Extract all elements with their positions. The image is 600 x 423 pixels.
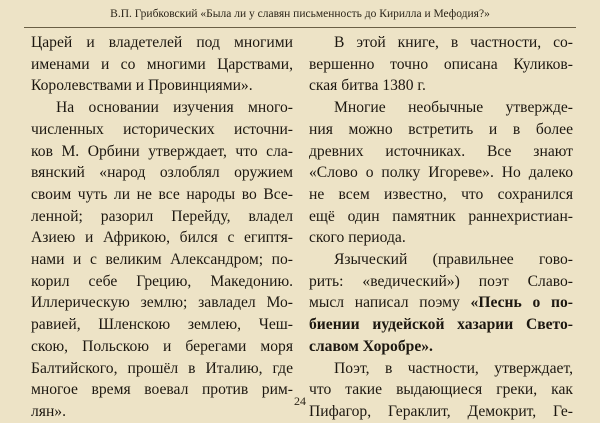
text-line: Царей и владетелей под многими [31, 34, 293, 51]
text-line: что такие выдающиеся греки, как [309, 381, 573, 399]
text-line [309, 292, 573, 314]
text-line: многое время воевал против рим- [31, 381, 293, 399]
text-line: вянский «народ озлоблял оружием [31, 164, 293, 182]
poem-title: славом Хоробре». [309, 337, 433, 355]
text-line: На основании изучения много- [56, 99, 293, 117]
poem-title: «Песнь о по- [470, 294, 573, 312]
text-line: Поэт, в частности, утверждает, [334, 359, 573, 377]
text-line: «Слово о полку Игореве». Но далеко [309, 164, 573, 182]
poem-title: биении иудейской хазарии Свето- [309, 316, 573, 334]
text-line: Королевствами и Провинциями». [31, 77, 253, 95]
text-line: В этой книге, в частности, со- [334, 34, 573, 51]
page-number: 24 [294, 394, 306, 408]
text-line: Многие необычные утвержде- [334, 99, 573, 117]
text-line: корил себе Грецию, Македонию. [31, 272, 293, 290]
text-line: Языческий (правильнее гово- [334, 251, 573, 269]
text-line: вершенно точно описана Куликов- [309, 55, 573, 73]
text-line: ещё один памятник раннехристиан- [309, 207, 573, 225]
text-line: скою, Польскою и берегами моря [31, 337, 293, 355]
text-line: не всем известно, что сохранился [309, 185, 573, 203]
text-line: рить: «ведический») поэт Славо- [309, 272, 573, 290]
text-line: ского периода. [309, 229, 406, 247]
right-text-column [309, 32, 573, 423]
header-divider [24, 27, 576, 28]
left-text-column [31, 32, 293, 423]
running-header: В.П. Грибковский «Была ли у славян письменность до Кирилла и Мефодия?» [110, 8, 490, 20]
text-line: Пифагор, Гераклит, Демокрит, Ге- [309, 402, 573, 420]
text-line: древних источниках. Все знают [309, 142, 573, 160]
text-line: именами и со многими Царствами, [31, 55, 293, 73]
text-line: равией, Шленскою землею, Чеш- [31, 316, 293, 334]
text-line: лян». [31, 402, 66, 420]
text-line: ния можно встретить и в более [309, 120, 573, 138]
text-line: нами и с великим Александром; по- [31, 251, 293, 269]
text-line: ков М. Орбини утверждает, что сла- [31, 142, 293, 160]
text-line: своим чуть ли не все народы во Все- [31, 185, 293, 203]
text-line: ленной; разорил Перейду, владел [31, 207, 293, 225]
text-line: численных исторических источни- [31, 120, 293, 138]
text-line: Балтийского, прошёл в Италию, где [31, 359, 293, 377]
text-fragment: мысл написал поэму [309, 294, 460, 312]
text-line: Иллерическую землю; завладел Мо- [31, 294, 293, 312]
text-line: ская битва 1380 г. [309, 77, 426, 95]
text-line: Азиею и Африкою, бился с египтя- [31, 229, 293, 247]
